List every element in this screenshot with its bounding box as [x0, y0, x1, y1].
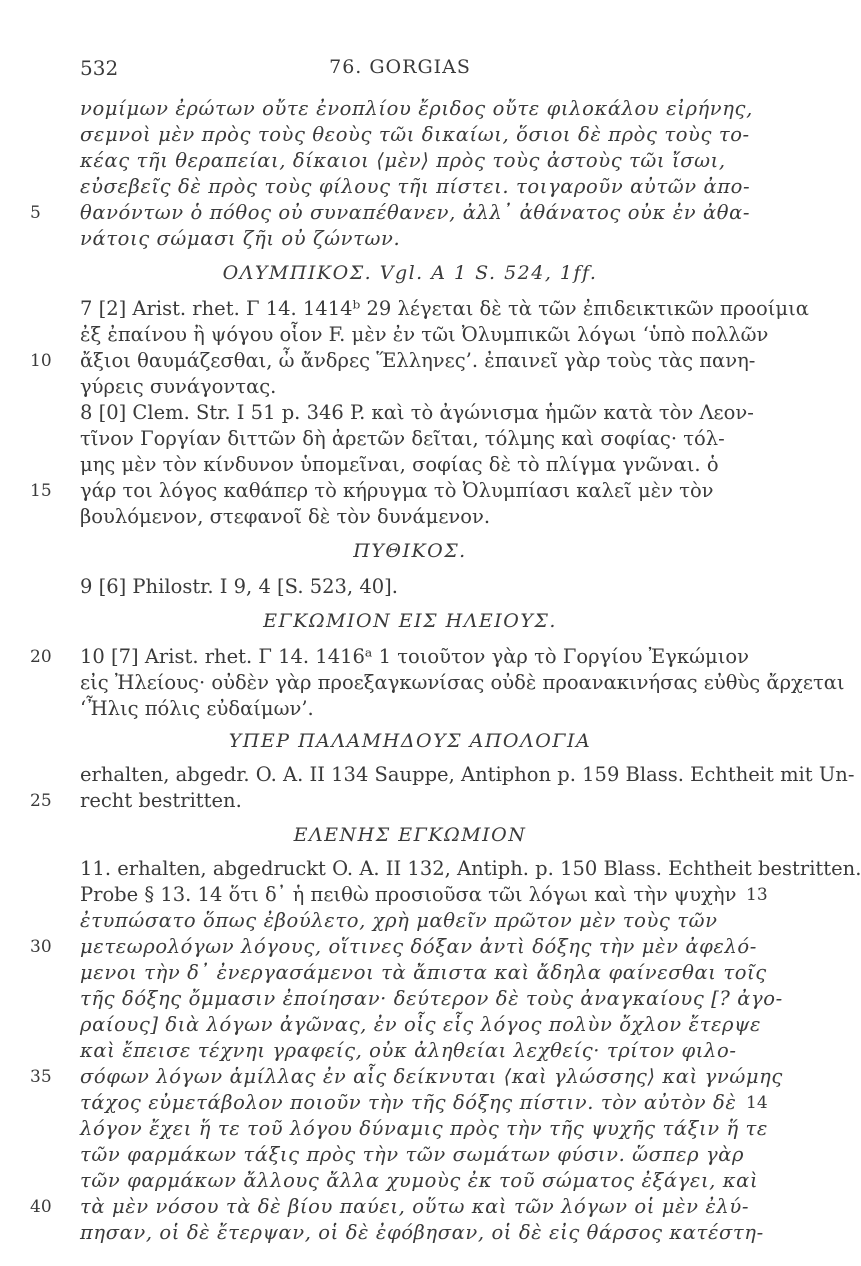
running-head: 76. GORGIAS	[329, 56, 471, 78]
section-number: 13	[746, 885, 768, 905]
section-heading: ΕΛΕΝΗΣ ΕΓΚΩΜΙΟΝ	[293, 824, 527, 846]
text-line: νομίμων ἐρώτων οὔτε ἐνοπλίου ἔριδος οὔτε φιλοκάλου εἰρήνης,	[80, 97, 753, 120]
section-heading: ΕΓΚΩΜΙΟΝ ΕΙΣ ΗΛΕΙΟΥΣ.	[263, 610, 557, 632]
page-number: 532	[80, 56, 119, 80]
line-number: 40	[30, 1197, 52, 1217]
text-line: τὰ μὲν νόσου τὰ δὲ βίου παύει, οὕτω καὶ τῶν λόγων οἱ μὲν ἐλύ-	[80, 1195, 750, 1218]
section-heading: ΟΛΥΜΠΙΚΟΣ. Vgl. A 1 S. 524, 1ff.	[222, 262, 598, 284]
text-line: τῖνον Γοργίαν διττῶν δὴ ἀρετῶν δεῖται, τόλμης καὶ σοφίας· τόλ-	[80, 427, 725, 450]
text-line: εἰς Ἠλείους· οὐδὲν γὰρ προεξαγκωνίσας οὐδὲ προανακινήσας εὐθὺς ἄρχεται	[80, 671, 845, 694]
text-line: τῆς δόξης ὄμμασιν ἐποίησαν· δεύτερον δὲ τοὺς ἀναγκαίους [? ἀγο-	[80, 987, 783, 1010]
text-line: 7 [2] Arist. rhet. Γ 14. 1414ᵇ 29 λέγεται δὲ τὰ τῶν ἐπιδεικτικῶν προοίμια	[80, 297, 809, 320]
text-line: μενοι τὴν δ᾽ ἐνεργασάμενοι τὰ ἄπιστα καὶ ἄδηλα φαίνεσθαι τοῖς	[80, 961, 767, 984]
text-line: γύρεις συνάγοντας.	[80, 375, 277, 398]
line-number: 15	[30, 481, 52, 501]
line-number: 5	[30, 203, 41, 223]
line-number: 35	[30, 1067, 52, 1087]
text-line: γάρ τοι λόγος καθάπερ τὸ κήρυγμα τὸ Ὀλυμπίασι καλεῖ μὲν τὸν	[80, 479, 714, 502]
text-line: σόφων λόγων ἁμίλλας ἐν αἷς δείκνυται ⟨καὶ γλώσσης⟩ καὶ γνώμης	[80, 1065, 783, 1088]
text-line: ἐξ ἐπαίνου ἢ ψόγου οἷον F. μὲν ἐν τῶι Ὀλυμπικῶι λόγωι ‘ὑπὸ πολλῶν	[80, 323, 769, 346]
page-header	[80, 56, 720, 86]
text-line: κέας τῆι θεραπείαι, δίκαιοι ⟨μὲν⟩ πρὸς τοὺς ἀστοὺς τῶι ἴσωι,	[80, 149, 726, 172]
text-line: λόγον ἔχει ἥ τε τοῦ λόγου δύναμις πρὸς τὴν τῆς ψυχῆς τάξιν ἥ τε	[80, 1117, 768, 1140]
text-line: βουλόμενον, στεφανοῖ δὲ τὸν δυνάμενον.	[80, 505, 491, 528]
section-number: 14	[746, 1093, 768, 1113]
text-line: μης μὲν τὸν κίνδυνον ὑπομεῖναι, σοφίας δὲ τὸ πλίγμα γνῶναι. ὁ	[80, 453, 719, 476]
text-line: θανόντων ὁ πόθος οὐ συναπέθανεν, ἀλλ᾽ ἀθάνατος οὐκ ἐν ἀθα-	[80, 201, 751, 224]
section-heading: ΥΠΕΡ ΠΑΛΑΜΗΔΟΥΣ ΑΠΟΛΟΓΙΑ	[228, 730, 592, 752]
text-line: εὐσεβεῖς δὲ πρὸς τοὺς φίλους τῆι πίστει. τοιγαροῦν αὐτῶν ἀπο-	[80, 175, 751, 198]
line-number: 25	[30, 791, 52, 811]
text-line: μετεωρολόγων λόγους, οἵτινες δόξαν ἀντὶ δόξης τὴν μὲν ἀφελό-	[80, 935, 757, 958]
text-line: ἐτυπώσατο ὅπως ἐβούλετο, χρὴ μαθεῖν πρῶτον μὲν τοὺς τῶν	[80, 909, 718, 932]
text-line: καὶ ἔπεισε τέχνηι γραφείς, οὐκ ἀληθείαι λεχθείς· τρίτον φιλο-	[80, 1039, 737, 1062]
text-line: ‘Ἦλις πόλις εὐδαίμων’.	[80, 697, 314, 720]
text-line: 8 [0] Clem. Str. I 51 p. 346 P. καὶ τὸ ἀγώνισμα ἡμῶν κατὰ τὸν Λεον-	[80, 401, 754, 424]
text-line: τάχος εὐμετάβολον ποιοῦν τὴν τῆς δόξης πίστιν. τὸν αὐτὸν δὲ	[80, 1091, 737, 1114]
text-line: τῶν φαρμάκων τάξις πρὸς τὴν τῶν σωμάτων φύσιν. ὥσπερ γὰρ	[80, 1143, 745, 1166]
text-line: τῶν φαρμάκων ἄλλους ἄλλα χυμοὺς ἐκ τοῦ σώματος ἐξάγει, καὶ	[80, 1169, 759, 1192]
line-number: 20	[30, 647, 52, 667]
text-line: σεμνοὶ μὲν πρὸς τοὺς θεοὺς τῶι δικαίωι, ὅσιοι δὲ πρὸς τοὺς το-	[80, 123, 750, 146]
text-line: erhalten, abgedr. O. A. II 134 Sauppe, Antiphon p. 159 Blass. Echtheit mit Un-	[80, 763, 855, 786]
section-heading: ΠΥΘΙΚΟΣ.	[353, 540, 467, 562]
text-line: 10 [7] Arist. rhet. Γ 14. 1416ᵃ 1 τοιοῦτον γὰρ τὸ Γοργίου Ἐγκώμιον	[80, 645, 749, 668]
text-line: πησαν, οἱ δὲ ἔτερψαν, οἱ δὲ ἐφόβησαν, οἱ δὲ εἰς θάρσος κατέστη-	[80, 1221, 764, 1244]
text-line: νάτοις σώμασι ζῆι οὐ ζώντων.	[80, 227, 401, 250]
text-line: ραίους] διὰ λόγων ἀγῶνας, ἐν οἷς εἷς λόγος πολὺν ὄχλον ἔτερψε	[80, 1013, 762, 1036]
text-line: ἄξιοι θαυμάζεσθαι, ὦ ἄνδρες Ἕλληνες’. ἐπαινεῖ γὰρ τοὺς τὰς πανη-	[80, 349, 756, 372]
line-number: 30	[30, 937, 52, 957]
text-line: 9 [6] Philostr. I 9, 4 [S. 523, 40].	[80, 575, 398, 598]
text-line: 11. erhalten, abgedruckt O. A. II 132, Antiph. p. 150 Blass. Echtheit bestritten.	[80, 857, 861, 880]
line-number: 10	[30, 351, 52, 371]
text-line: recht bestritten.	[80, 789, 242, 812]
text-line: Probe § 13. 14 ὅτι δ᾽ ἡ πειθὼ προσιοῦσα τῶι λόγωι καὶ τὴν ψυχὴν	[80, 883, 737, 906]
